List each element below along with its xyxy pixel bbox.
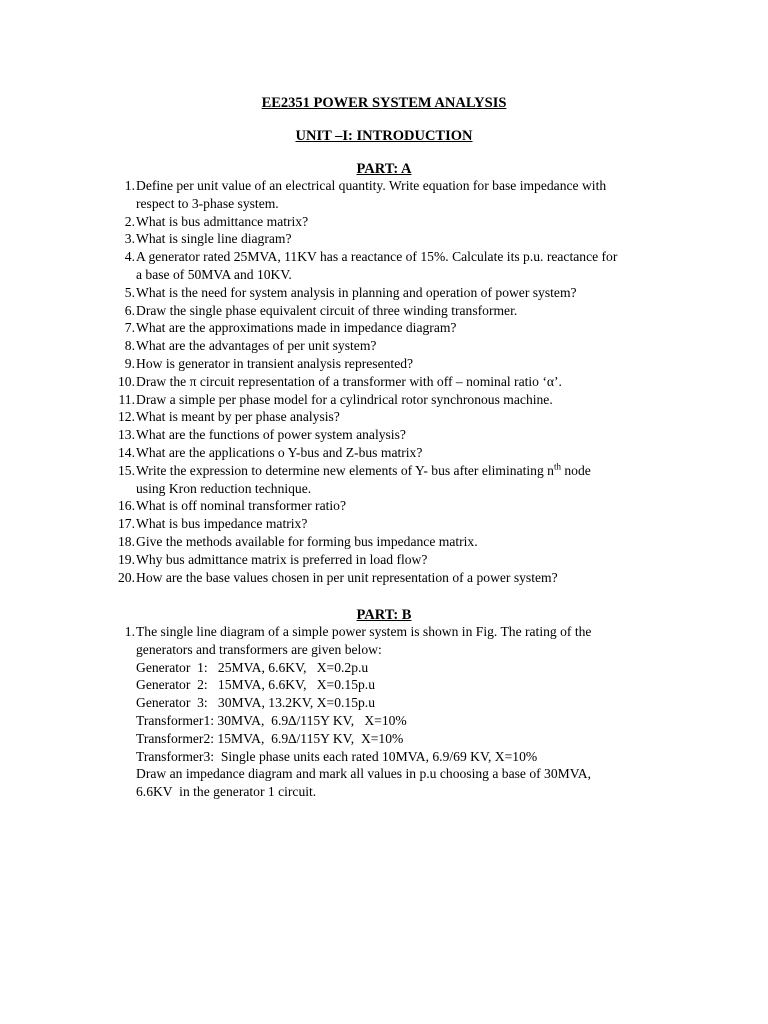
question-item <box>111 515 651 533</box>
question-text: What is off nominal transformer ratio? <box>136 498 347 514</box>
question-text <box>136 462 651 480</box>
unit-title: UNIT –I: INTRODUCTION <box>295 128 473 144</box>
question-number: 19. <box>118 551 135 567</box>
part-a-heading: PART: A <box>356 161 412 177</box>
question-item <box>111 623 651 801</box>
question-text: A generator rated 25MVA, 11KV has a reactance of 15%. Calculate its p.u. reactance for <box>136 249 618 265</box>
rating-transformer-2: Transformer2: 15MVA, 6.9∆/115Y KV, X=10% <box>136 730 404 746</box>
question-item <box>111 462 651 498</box>
question-item <box>111 497 651 515</box>
question-item <box>111 355 651 373</box>
question-number: 11. <box>118 391 135 407</box>
question-number: 18. <box>118 533 135 549</box>
question-text: Draw the single phase equivalent circuit of three winding transformer. <box>136 302 518 318</box>
question-text-tail: node <box>560 462 591 478</box>
question-text-main: Write the expression to determine new elements of Y- bus after eliminating n <box>136 462 554 478</box>
question-number: 3. <box>124 231 135 247</box>
question-item <box>111 569 651 587</box>
rating-transformer-1: Transformer1: 30MVA, 6.9∆/115Y KV, X=10% <box>136 712 407 728</box>
question-text-continued: respect to 3-phase system. <box>136 195 279 211</box>
question-item <box>111 337 651 355</box>
question-text: What are the functions of power system analysis? <box>136 427 406 443</box>
question-number: 5. <box>124 284 135 300</box>
question-item <box>111 373 651 391</box>
question-item <box>111 177 651 213</box>
question-item <box>111 426 651 444</box>
question-number: 15. <box>118 462 135 478</box>
question-text: Draw the π circuit representation of a transformer with off – nominal ratio ‘α’. <box>136 373 562 389</box>
question-text: Why bus admittance matrix is preferred in load flow? <box>136 551 428 567</box>
question-text-continued: generators and transformers are given below: <box>136 641 382 657</box>
question-text: What are the advantages of per unit system? <box>136 338 377 354</box>
question-text: What is bus admittance matrix? <box>136 213 309 229</box>
course-title: EE2351 POWER SYSTEM ANALYSIS <box>261 95 507 111</box>
question-number: 4. <box>124 249 135 265</box>
question-text: The single line diagram of a simple power system is shown in Fig. The rating of the <box>136 624 592 639</box>
question-item <box>111 284 651 302</box>
question-item <box>111 302 651 320</box>
question-number: 13. <box>118 427 135 443</box>
part-a-question-list <box>111 177 651 586</box>
question-number: 6. <box>124 302 135 318</box>
superscript-th: th <box>553 461 561 472</box>
question-instruction: Draw an impedance diagram and mark all values in p.u choosing a base of 30MVA, <box>136 766 592 782</box>
question-item <box>111 533 651 551</box>
question-text-continued: using Kron reduction technique. <box>136 480 312 496</box>
question-item <box>111 408 651 426</box>
question-text: Draw a simple per phase model for a cylindrical rotor synchronous machine. <box>136 391 553 407</box>
question-text: What is bus impedance matrix? <box>136 516 308 532</box>
question-number: 12. <box>118 409 135 425</box>
question-item <box>111 391 651 409</box>
question-text: What is single line diagram? <box>136 231 292 247</box>
question-item <box>111 248 651 284</box>
question-text: Define per unit value of an electrical quantity. Write equation for base impedance with <box>136 178 607 193</box>
question-text: How is generator in transient analysis represented? <box>136 355 414 371</box>
question-number: 16. <box>118 498 135 514</box>
rating-generator-1: Generator 1: 25MVA, 6.6KV, X=0.2p.u <box>136 659 369 675</box>
question-number: 9. <box>124 355 135 371</box>
question-number: 20. <box>118 569 135 585</box>
question-item <box>111 444 651 462</box>
part-b-heading: PART: B <box>356 607 412 623</box>
question-item <box>111 551 651 569</box>
question-text: What are the applications o Y-bus and Z-bus matrix? <box>136 444 423 460</box>
question-number: 14. <box>118 444 135 460</box>
question-number: 7. <box>124 320 135 336</box>
question-text: What is the need for system analysis in planning and operation of power system? <box>136 284 577 300</box>
rating-transformer-3: Transformer3: Single phase units each rated 10MVA, 6.9/69 KV, X=10% <box>136 748 538 764</box>
part-b-question-list <box>111 623 651 801</box>
question-item <box>111 213 651 231</box>
question-number: 2. <box>124 213 135 229</box>
question-text: How are the base values chosen in per unit representation of a power system? <box>136 569 558 585</box>
question-text: Give the methods available for forming bus impedance matrix. <box>136 533 478 549</box>
question-text-continued: a base of 50MVA and 10KV. <box>136 266 292 282</box>
question-text: What are the approximations made in impedance diagram? <box>136 320 457 336</box>
question-instruction-continued: 6.6KV in the generator 1 circuit. <box>136 784 317 800</box>
question-number: 1. <box>124 178 135 193</box>
question-item <box>111 230 651 248</box>
rating-generator-2: Generator 2: 15MVA, 6.6KV, X=0.15p.u <box>136 677 375 693</box>
question-number: 8. <box>124 338 135 354</box>
question-text: What is meant by per phase analysis? <box>136 409 340 425</box>
question-item <box>111 319 651 337</box>
question-number: 1. <box>124 624 135 639</box>
question-number: 10. <box>118 373 135 389</box>
question-number: 17. <box>118 516 135 532</box>
rating-generator-3: Generator 3: 30MVA, 13.2KV, X=0.15p.u <box>136 695 375 711</box>
